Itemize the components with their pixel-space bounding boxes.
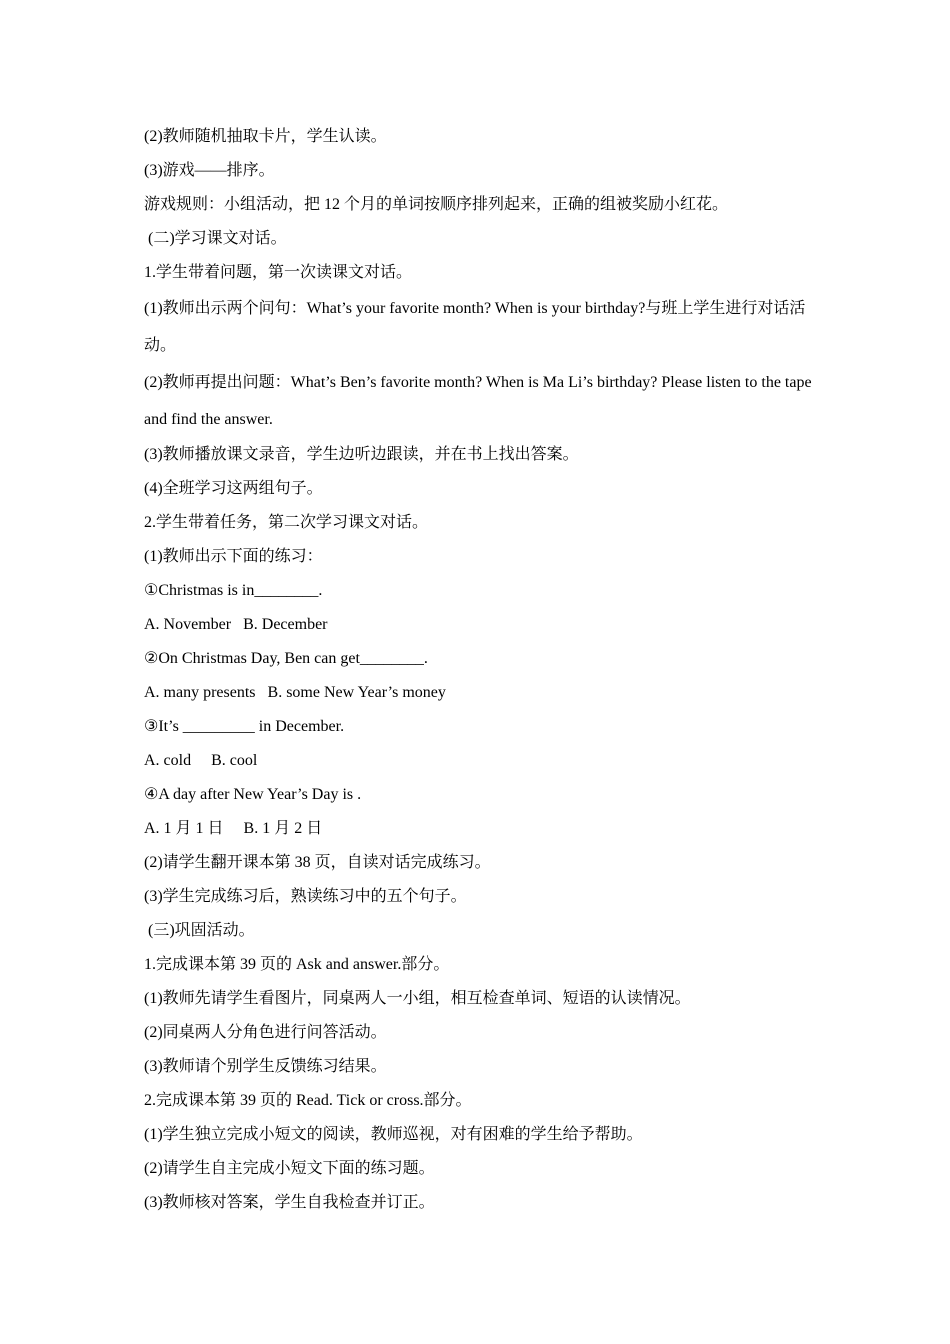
text-line: (1)学生独立完成小短文的阅读，教师巡视，对有困难的学生给予帮助。 xyxy=(144,1126,643,1143)
text-line: (4)全班学习这两组句子。 xyxy=(144,480,323,497)
text-line: 1.完成课本第 39 页的 Ask and answer.部分。 xyxy=(144,956,450,973)
text-line: 游戏规则：小组活动，把 12 个月的单词按顺序排列起来，正确的组被奖励小红花。 xyxy=(144,196,729,213)
document-body xyxy=(144,120,814,1220)
text-line: (1)教师先请学生看图片，同桌两人一小组，相互检查单词、短语的认读情况。 xyxy=(144,990,691,1007)
text-line: (3)教师核对答案，学生自我检查并订正。 xyxy=(144,1194,435,1211)
exercise-question: ②On Christmas Day, Ben can get________. xyxy=(144,650,428,667)
text-line: (3)游戏——排序。 xyxy=(144,162,275,179)
text-paragraph: (1)教师出示两个问句：What’s your favorite month? When is your birthday?与班上学生进行对话活动。 xyxy=(144,300,806,354)
exercise-question: ③It’s _________ in December. xyxy=(144,718,345,735)
exercise-options: A. November B. December xyxy=(144,616,328,633)
text-line: (3)学生完成练习后，熟读练习中的五个句子。 xyxy=(144,888,467,905)
text-line: 2.学生带着任务，第二次学习课文对话。 xyxy=(144,514,429,531)
text-line: (2)教师随机抽取卡片，学生认读。 xyxy=(144,128,387,145)
exercise-question: ④A day after New Year’s Day is . xyxy=(144,786,362,803)
text-line: (3)教师播放课文录音，学生边听边跟读，并在书上找出答案。 xyxy=(144,446,579,463)
text-paragraph: (2)教师再提出问题：What’s Ben’s favorite month? When is Ma Li’s birthday? Please listen to the tape and find the answer. xyxy=(144,374,812,428)
section-heading: (二)学习课文对话。 xyxy=(144,230,287,247)
section-heading: (三)巩固活动。 xyxy=(144,922,255,939)
text-line: 1.学生带着问题，第一次读课文对话。 xyxy=(144,264,413,281)
exercise-options: A. 1 月 1 日 B. 1 月 2 日 xyxy=(144,820,323,837)
text-line: 2.完成课本第 39 页的 Read. Tick or cross.部分。 xyxy=(144,1092,472,1109)
text-line: (2)请学生翻开课本第 38 页，自读对话完成练习。 xyxy=(144,854,491,871)
exercise-options: A. many presents B. some New Year’s money xyxy=(144,684,446,701)
text-line: (2)请学生自主完成小短文下面的练习题。 xyxy=(144,1160,435,1177)
text-line: (2)同桌两人分角色进行问答活动。 xyxy=(144,1024,387,1041)
text-line: (3)教师请个别学生反馈练习结果。 xyxy=(144,1058,387,1075)
exercise-options: A. cold B. cool xyxy=(144,752,258,769)
text-line: (1)教师出示下面的练习： xyxy=(144,548,323,565)
exercise-question: ①Christmas is in________. xyxy=(144,582,323,599)
